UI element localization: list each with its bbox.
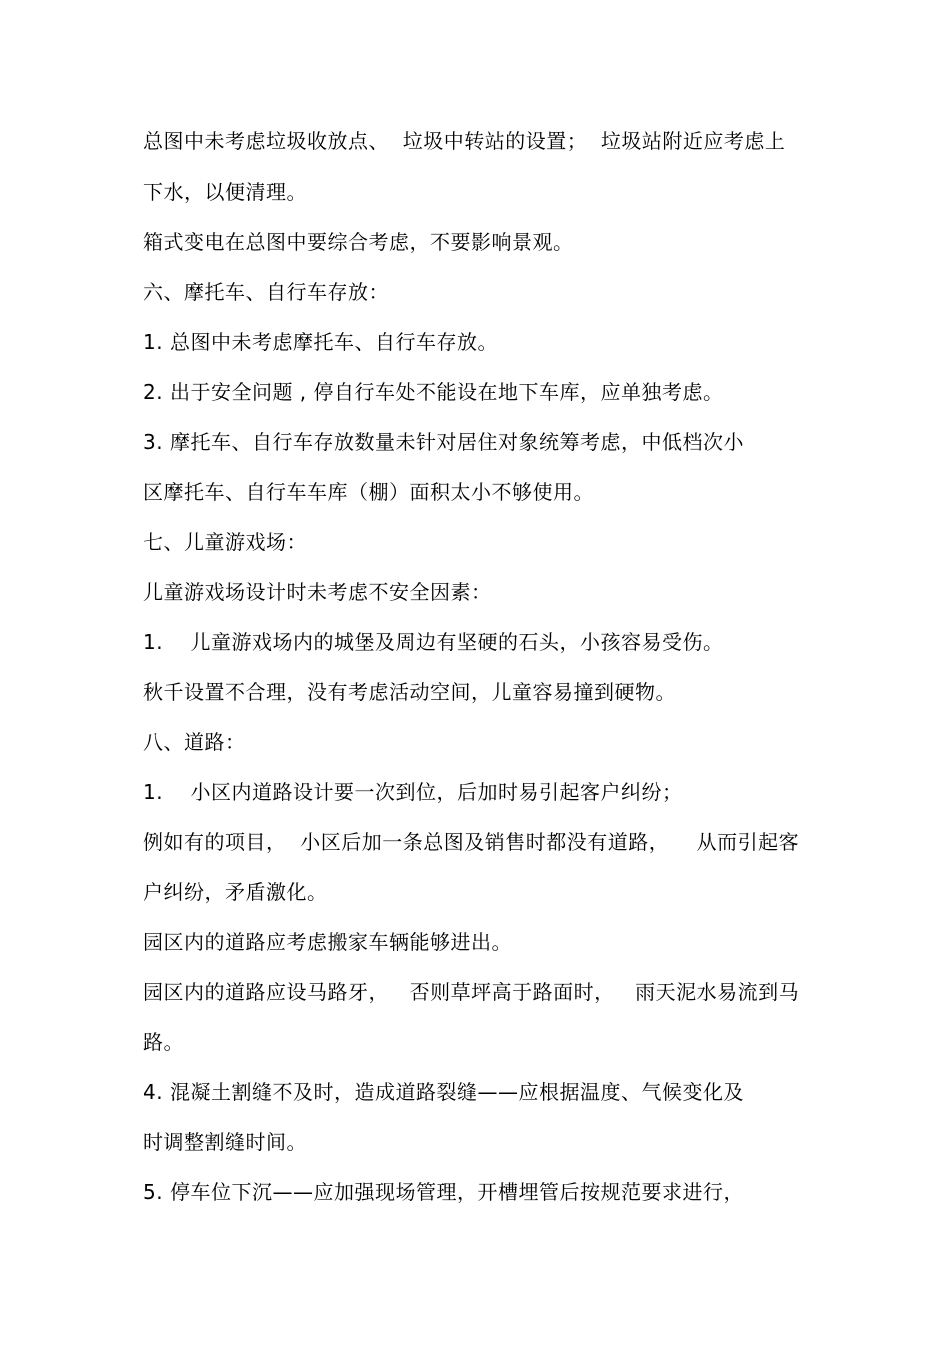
list-item: 5. 停车位下沉——应加强现场管理，开槽埋管后按规范要求进行， [143, 1180, 744, 1204]
section-heading: 六、摩托车、自行车存放： [143, 280, 389, 304]
text-line: 秋千设置不合理，没有考虑活动空间，儿童容易撞到硬物。 [143, 680, 676, 704]
list-item: 2. 出于安全问题 , 停自行车处不能设在地下车库，应单独考虑。 [143, 380, 724, 404]
text-line: 下水，以便清理。 [143, 180, 307, 204]
text-line: 园区内的道路应设马路牙， 否则草坪高于路面时， 雨天泥水易流到马 [143, 980, 800, 1004]
text-line: 时调整割缝时间。 [143, 1130, 307, 1154]
section-heading: 八、道路： [143, 730, 246, 754]
text-line: 总图中未考虑垃圾收放点、 垃圾中转站的设置； 垃圾站附近应考虑上 [143, 129, 786, 153]
list-item: 1. 儿童游戏场内的城堡及周边有坚硬的石头，小孩容易受伤。 [143, 630, 724, 654]
text-line: 区摩托车、自行车车库（棚）面积太小不够使用。 [143, 480, 594, 504]
text-line: 路。 [143, 1030, 184, 1054]
section-heading: 七、儿童游戏场： [143, 530, 307, 554]
text-line: 箱式变电在总图中要综合考虑，不要影响景观。 [143, 230, 574, 254]
text-line: 例如有的项目， 小区后加一条总图及销售时都没有道路， 从而引起客 [143, 830, 800, 854]
text-line: 儿童游戏场设计时未考虑不安全因素： [143, 580, 492, 604]
list-item: 1. 总图中未考虑摩托车、自行车存放。 [143, 330, 498, 354]
list-item: 3. 摩托车、自行车存放数量未针对居住对象统筹考虑，中低档次小 [143, 430, 744, 454]
text-line: 户纠纷，矛盾激化。 [143, 880, 328, 904]
list-item: 4. 混凝土割缝不及时，造成道路裂缝——应根据温度、气候变化及 [143, 1080, 744, 1104]
list-item: 1. 小区内道路设计要一次到位，后加时易引起客户纠纷； [143, 780, 683, 804]
text-line: 园区内的道路应考虑搬家车辆能够进出。 [143, 930, 512, 954]
